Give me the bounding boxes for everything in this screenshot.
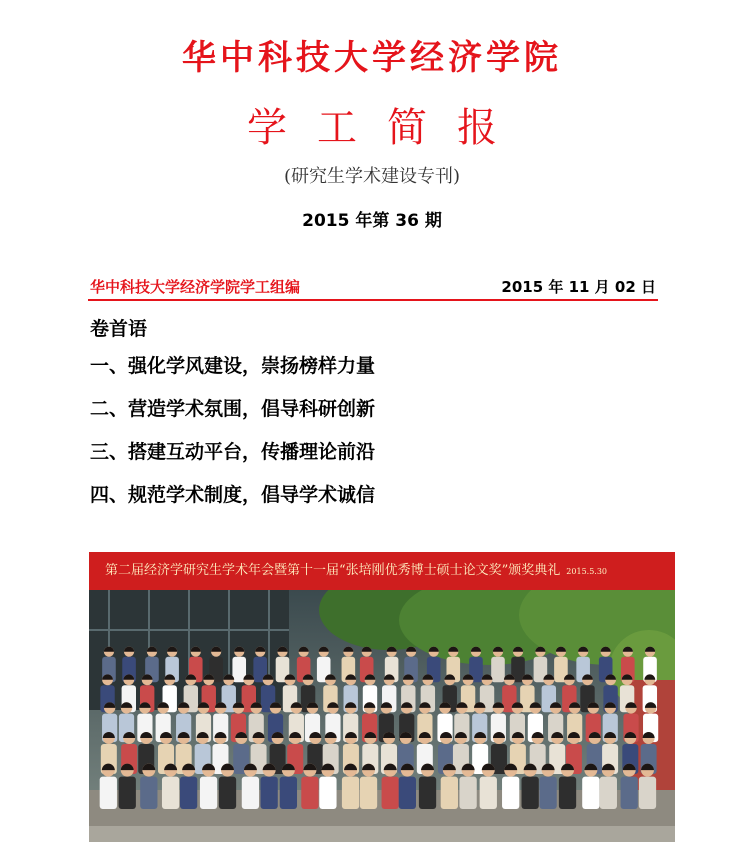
header-divider xyxy=(88,299,658,301)
publish-date: 2015 年 11 月 02 日 xyxy=(501,278,656,296)
editor-line: 华中科技大学经济学院学工组编 xyxy=(90,278,301,296)
school-name: 华中科技大学经济学院 xyxy=(182,38,562,78)
group-photo xyxy=(89,552,675,842)
toc-item-3: 三、搭建互动平台，传播理论前沿 xyxy=(90,441,376,463)
toc-item-1: 一、强化学风建设，崇扬榜样力量 xyxy=(90,355,376,377)
toc-item-4: 四、规范学术制度，倡导学术诚信 xyxy=(90,484,376,506)
bulletin-title: 学工简报 xyxy=(247,105,527,151)
photo-banner-text: 第二届经济学研究生学术年会暨第十一届“张培刚优秀博士硕士论文奖”颁奖典礼 xyxy=(105,563,561,578)
table-of-contents xyxy=(90,350,375,522)
toc-heading: 卷首语 xyxy=(90,318,148,340)
bulletin-subtitle: (研究生学术建设专刊) xyxy=(283,166,461,187)
issue-number: 2015 年第 36 期 xyxy=(302,211,442,231)
photo-banner xyxy=(89,552,675,590)
group-photo-image xyxy=(89,590,675,842)
toc-item-2: 二、营造学术氛围，倡导科研创新 xyxy=(90,398,376,420)
photo-banner-date: 2015.5.30 xyxy=(566,567,608,576)
